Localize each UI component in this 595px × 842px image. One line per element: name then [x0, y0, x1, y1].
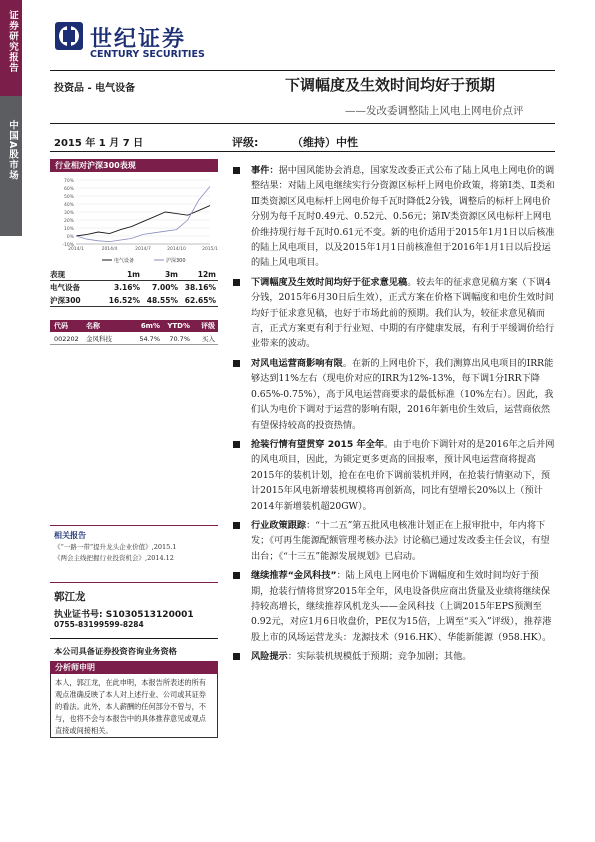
sidebar-report-type: 证券研究报告 [7, 10, 18, 73]
analyst-cert: 执业证书号: S1030513120001 [54, 610, 194, 620]
bullet-risk [231, 649, 556, 664]
performance-1m: 16.52% [108, 295, 140, 305]
bullet-square-icon [233, 441, 240, 448]
stock-6m: 54.7% [139, 334, 160, 343]
bullet-square-icon [233, 522, 240, 529]
performance-header: 表现 [50, 269, 65, 279]
title-divider [50, 123, 555, 124]
y-tick-label: 20% [63, 218, 74, 224]
stock-header: YTD% [167, 322, 190, 330]
industry-category: 投资品 - 电气设备 [54, 83, 136, 94]
analyst-name: 郭江龙 [54, 591, 86, 603]
x-tick-label: 2014/10 [167, 247, 186, 252]
bullet-square-icon [233, 360, 240, 367]
performance-3m: 48.55% [146, 295, 178, 305]
performance-table [50, 268, 218, 307]
series-line-1 [76, 206, 210, 236]
related-report-item[interactable]: 《两会主线把握行业投资机会》,2014.12 [54, 554, 174, 562]
performance-header-row [50, 268, 218, 281]
bullet-square-icon [233, 572, 240, 579]
stock-name: 金风科技 [86, 335, 112, 343]
performance-header: 3m [164, 269, 178, 279]
bullet-policy [231, 518, 556, 564]
bullet-text: ：实际装机规模低于预期；竞争加剧；其他。 [287, 651, 472, 663]
report-date: 2015 年 1 月 7 日 [54, 138, 144, 149]
rating-divider [50, 151, 555, 152]
performance-3m: 7.00% [151, 283, 178, 292]
x-tick-label: 2014/1 [68, 247, 84, 252]
performance-name: 沪深300 [50, 295, 81, 305]
performance-12m: 38.16% [184, 283, 216, 292]
stock-header: 名称 [86, 322, 100, 330]
bullet-text: 据中国风能协会消息，国家发改委正式公布了陆上风电上网电价的调整结果：对陆上风电继续实行分资源区标杆上网电价政策，将第Ⅰ类、Ⅱ类和Ⅲ类资源区风电标杆上网电价每千瓦时降低2分钱，调整后的标杆上网电价分别为每千瓦时0.49元、0.52元、0.56元；第Ⅳ类资源区风电标杆上网电价维持现行每千瓦时0.61元不变。新的电价适用于2015年1月1日以后核准的陆上风电项目，以及2015年1月1日前核准但于2016年1月1日以后投运的陆上风电项目。 [251, 165, 555, 269]
related-reports-title: 相关报告 [54, 531, 86, 540]
relative-performance-chart [50, 174, 218, 266]
bullet-square-icon [233, 167, 240, 174]
main-content [231, 163, 556, 669]
bullet-lead: 对风电运营商影响有限 [251, 357, 343, 369]
performance-1m: 3.16% [113, 283, 140, 292]
bullet-text: 。由于电价下调针对的是2016年之后并网的风电项目，因此，为锁定更多更高的回报率，预计风电运营商将提高2015年的装机计划，抢在在电价下调前装机并网，在抢装行情驱动下，预计2015年风电新增装机规模将再创新高，同比有望增长20%以上（预计2014年新增装机超20GW）。 [251, 438, 555, 512]
performance-header: 1m [126, 269, 140, 279]
bullet-lead: 行业政策跟踪 [251, 519, 307, 531]
stock-row [50, 333, 218, 345]
y-tick-label: 30% [63, 210, 74, 216]
bullet-adjustment [231, 275, 556, 352]
firm-qualification: 本公司具备证券投资咨询业务资格 [54, 646, 177, 656]
performance-row [50, 294, 218, 307]
sidebar-brand-strip [0, 0, 22, 96]
y-tick-label: 0% [66, 234, 74, 240]
bullet-lead: 下调幅度及生效时间均好于征求意见稿 [251, 276, 408, 288]
y-tick-label: 40% [63, 202, 74, 208]
stock-ytd: 70.7% [169, 334, 190, 343]
bullet-text: 。在新的上网电价下，我们测算出风电项目的IRR能够达到11%左右（现电价对应的IRR为12%-13%，每下调1分IRR下降0.65%-0.75%），高于风电运营商要求的最低标准（10%左右）。因此，我们认为电价下调对于运营的影响有限，2016年新电价生效后，运营商依然有望保持较高的投资热情。 [251, 357, 554, 431]
bullet-text: 。较去年的征求意见稿方案（下调4分钱，2015年6月30日后生效），正式方案在价格下调幅度和电价生效时间均好于征求意见稿，也好于市场此前的预期。我们认为，较征求意见稿而言，正式方案更有利于行业短、中期的有序健康发展，有利于平缓调价给行业带来的波动。 [251, 276, 555, 350]
bullet-text: ：陆上风电上网电价下调幅度和生效时间均好于预期，抢装行情将贯穿2015年全年，风电设备供应商出货量及业绩将继续保持较高增长，继续推荐风机龙头——金风科技（上调2015年EPS预测至0.92元，对应1月6日收盘价，PE仅为15倍，上调至“买入”评级），推荐港股上市的风场运营龙头：龙源技术（916.HK）、华能新能源（958.HK）。 [251, 570, 552, 643]
bullet-lead: 风险提示 [251, 651, 288, 663]
related-divider [50, 525, 218, 526]
company-name-cn: 世纪证券 [90, 27, 187, 52]
header-divider [50, 70, 555, 71]
stock-header: 评级 [201, 322, 215, 330]
y-tick-label: 60% [63, 186, 74, 192]
stock-code: 002202 [54, 334, 79, 343]
stock-table-header [50, 320, 218, 332]
bullet-installation [231, 437, 556, 514]
performance-12m: 62.65% [184, 295, 216, 305]
rating-value: （维持）中性 [292, 136, 358, 149]
performance-row [50, 281, 218, 294]
chart-heading: 行业相对沪深300表现 [50, 159, 218, 172]
bullet-text: ：“十二五”第五批风电核准计划正在上报审批中，年内将下发；《可再生能源配额管理考核办法》讨论稿已通过发改委主任会议，有望出台；《“十三五”能源发展规划》已启动。 [251, 519, 550, 562]
company-name-en: CENTURY SECURITIES [90, 49, 205, 60]
legend-label: 电气设备 [114, 257, 135, 264]
bullet-square-icon [233, 279, 240, 286]
legend-label: 沪深300 [166, 257, 186, 264]
y-tick-label: -10% [62, 242, 74, 248]
performance-header: 12m [197, 269, 216, 279]
x-tick-label: 2014/7 [135, 247, 151, 252]
bullet-lead: 继续推荐“金风科技” [251, 570, 337, 582]
stock-header: 6m% [140, 322, 160, 330]
analyst-phone: 0755-83199599-8284 [54, 620, 144, 629]
bullet-event [231, 163, 556, 271]
related-report-item[interactable]: 《“一路一带”提升龙头企业价值》,2015.1 [54, 543, 177, 551]
performance-name: 电气设备 [50, 283, 80, 292]
sidebar-market-strip [0, 96, 22, 236]
analyst-statement-body: 本人，郭江龙，在此申明，本报告所表述的所有观点准确反映了本人对上述行业、公司或其证券的看法。此外，本人薪酬的任何部分不曾与，不与，也将不会与本报告中的具体推荐意见或观点直接或间接相关。 [50, 674, 218, 738]
company-logo-icon [55, 22, 83, 50]
y-tick-label: 50% [63, 194, 74, 200]
sidebar-market-label: 中国A股市场 [7, 120, 18, 181]
bullet-lead: 抢装行情有望贯穿 2015 年全年 [251, 438, 385, 450]
analyst-divider [50, 582, 218, 583]
qualification-divider [50, 638, 218, 639]
rating-label: 评级: [232, 136, 259, 149]
bullet-lead: 事件： [251, 165, 279, 176]
stock-rating: 买入 [202, 335, 215, 343]
analyst-statement-heading: 分析师申明 [50, 661, 218, 674]
report-title: 下调幅度及生效时间均好于预期 [285, 76, 496, 94]
bullet-recommendation [231, 568, 556, 645]
bullet-square-icon [233, 653, 240, 660]
stock-header: 代码 [54, 322, 68, 330]
bullet-operator-impact [231, 356, 556, 433]
x-tick-label: 2015/1 [202, 247, 218, 252]
y-tick-label: 70% [63, 178, 74, 184]
y-tick-label: 10% [63, 226, 74, 232]
report-subtitle: ——发改委调整陆上风电上网电价点评 [345, 105, 524, 117]
x-tick-label: 2014/4 [101, 247, 118, 252]
